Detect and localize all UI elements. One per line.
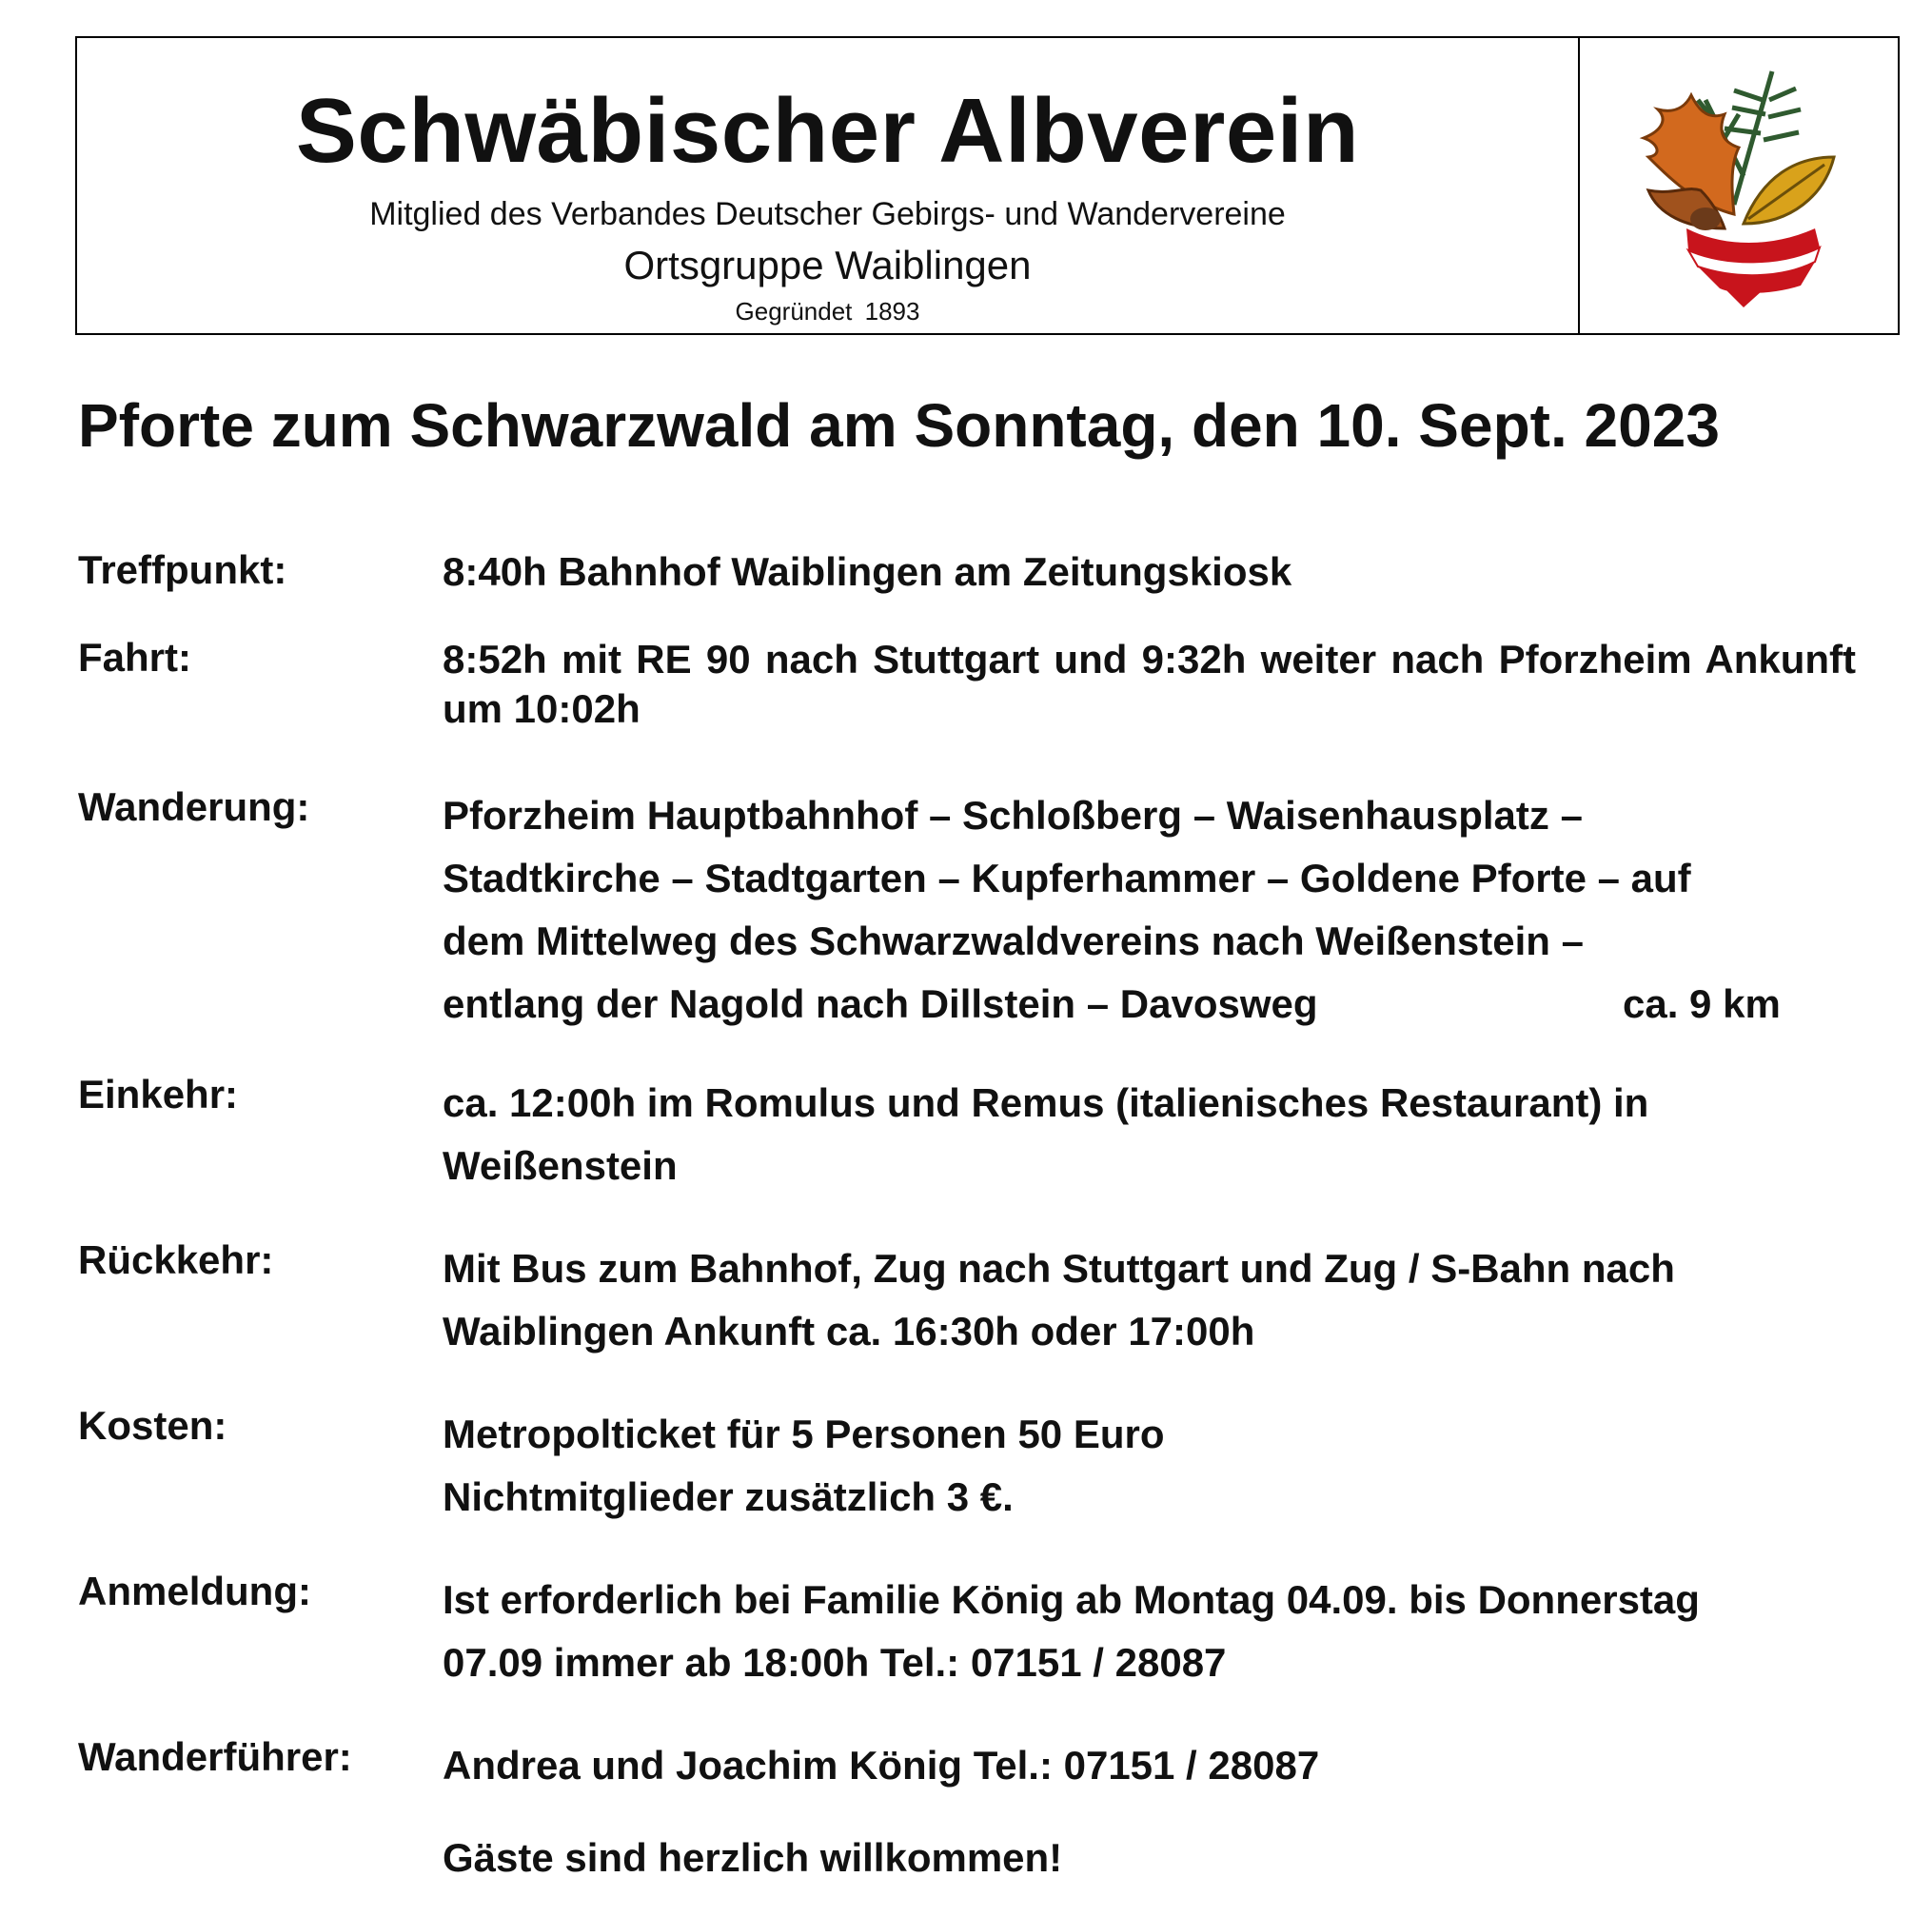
label-return: Rückkehr: — [78, 1237, 274, 1282]
logo-box — [1580, 38, 1898, 333]
value-line: Ist erforderlich bei Familie König ab Montag 04.09. bis Donnerstag — [443, 1577, 1700, 1622]
value-line: Pforzheim Hauptbahnhof – Schloßberg – Waisenhausplatz – — [443, 793, 1583, 838]
route-end: entlang der Nagold nach Dillstein – Davosweg — [443, 981, 1318, 1026]
value-line: Stadtkirche – Stadtgarten – Kupferhammer – Goldene Pforte – auf — [443, 856, 1691, 900]
value-line: Weißenstein — [443, 1143, 678, 1188]
value-line: Waiblingen Ankunft ca. 16:30h oder 17:00h — [443, 1309, 1255, 1354]
value-registration — [443, 1569, 1856, 1694]
value-costs — [443, 1403, 1856, 1529]
value-line: Mit Bus zum Bahnhof, Zug nach Stuttgart und Zug / S-Bahn nach — [443, 1246, 1675, 1291]
value-travel: 8:52h mit RE 90 nach Stuttgart und 9:32h weiter nach Pforzheim Ankunft um 10:02h — [443, 637, 1856, 731]
label-meeting: Treffpunkt: — [78, 547, 287, 592]
label-costs: Kosten: — [78, 1403, 227, 1448]
label-stop: Einkehr: — [78, 1072, 239, 1117]
closing-line: Gäste sind herzlich willkommen! — [443, 1835, 1063, 1880]
value-stop — [443, 1072, 1856, 1197]
event-title: Pforte zum Schwarzwald am Sonntag, den 10. Sept. 2023 — [78, 391, 1720, 460]
value-line: Andrea und Joachim König Tel.: 07151 / 28087 — [443, 1743, 1320, 1788]
hike-distance: ca. 9 km — [1623, 981, 1781, 1026]
label-hike: Wanderung: — [78, 784, 310, 829]
oak-leaves-logo-icon — [1629, 62, 1848, 309]
value-return — [443, 1237, 1856, 1363]
label-travel: Fahrt: — [78, 635, 191, 680]
club-group: Ortsgruppe Waiblingen — [623, 243, 1032, 287]
club-subtitle: Mitglied des Verbandes Deutscher Gebirgs- und Wandervereine — [369, 196, 1286, 232]
value-line: dem Mittelweg des Schwarzwaldvereins nach Weißenstein – — [443, 919, 1584, 963]
chestnut-icon — [1690, 208, 1721, 230]
value-guide — [443, 1734, 1856, 1797]
value-line: 8:40h Bahnhof Waiblingen am Zeitungskiosk — [443, 549, 1292, 594]
value-line — [443, 973, 1856, 1036]
club-name: Schwäbischer Albverein — [295, 80, 1360, 182]
value-line: 07.09 immer ab 18:00h Tel.: 07151 / 28087 — [443, 1640, 1227, 1685]
value-meeting — [443, 547, 1856, 597]
label-guide: Wanderführer: — [78, 1734, 352, 1779]
club-founded: Gegründet 1893 — [735, 297, 920, 326]
label-registration: Anmeldung: — [78, 1569, 311, 1613]
letterhead — [75, 36, 1900, 335]
value-hike — [443, 784, 1856, 1036]
letterhead-text — [77, 38, 1580, 333]
value-line: Metropolticket für 5 Personen 50 Euro — [443, 1412, 1165, 1456]
value-line: Nichtmitglieder zusätzlich 3 €. — [443, 1474, 1014, 1519]
value-line: ca. 12:00h im Romulus und Remus (italienisches Restaurant) in — [443, 1080, 1649, 1125]
